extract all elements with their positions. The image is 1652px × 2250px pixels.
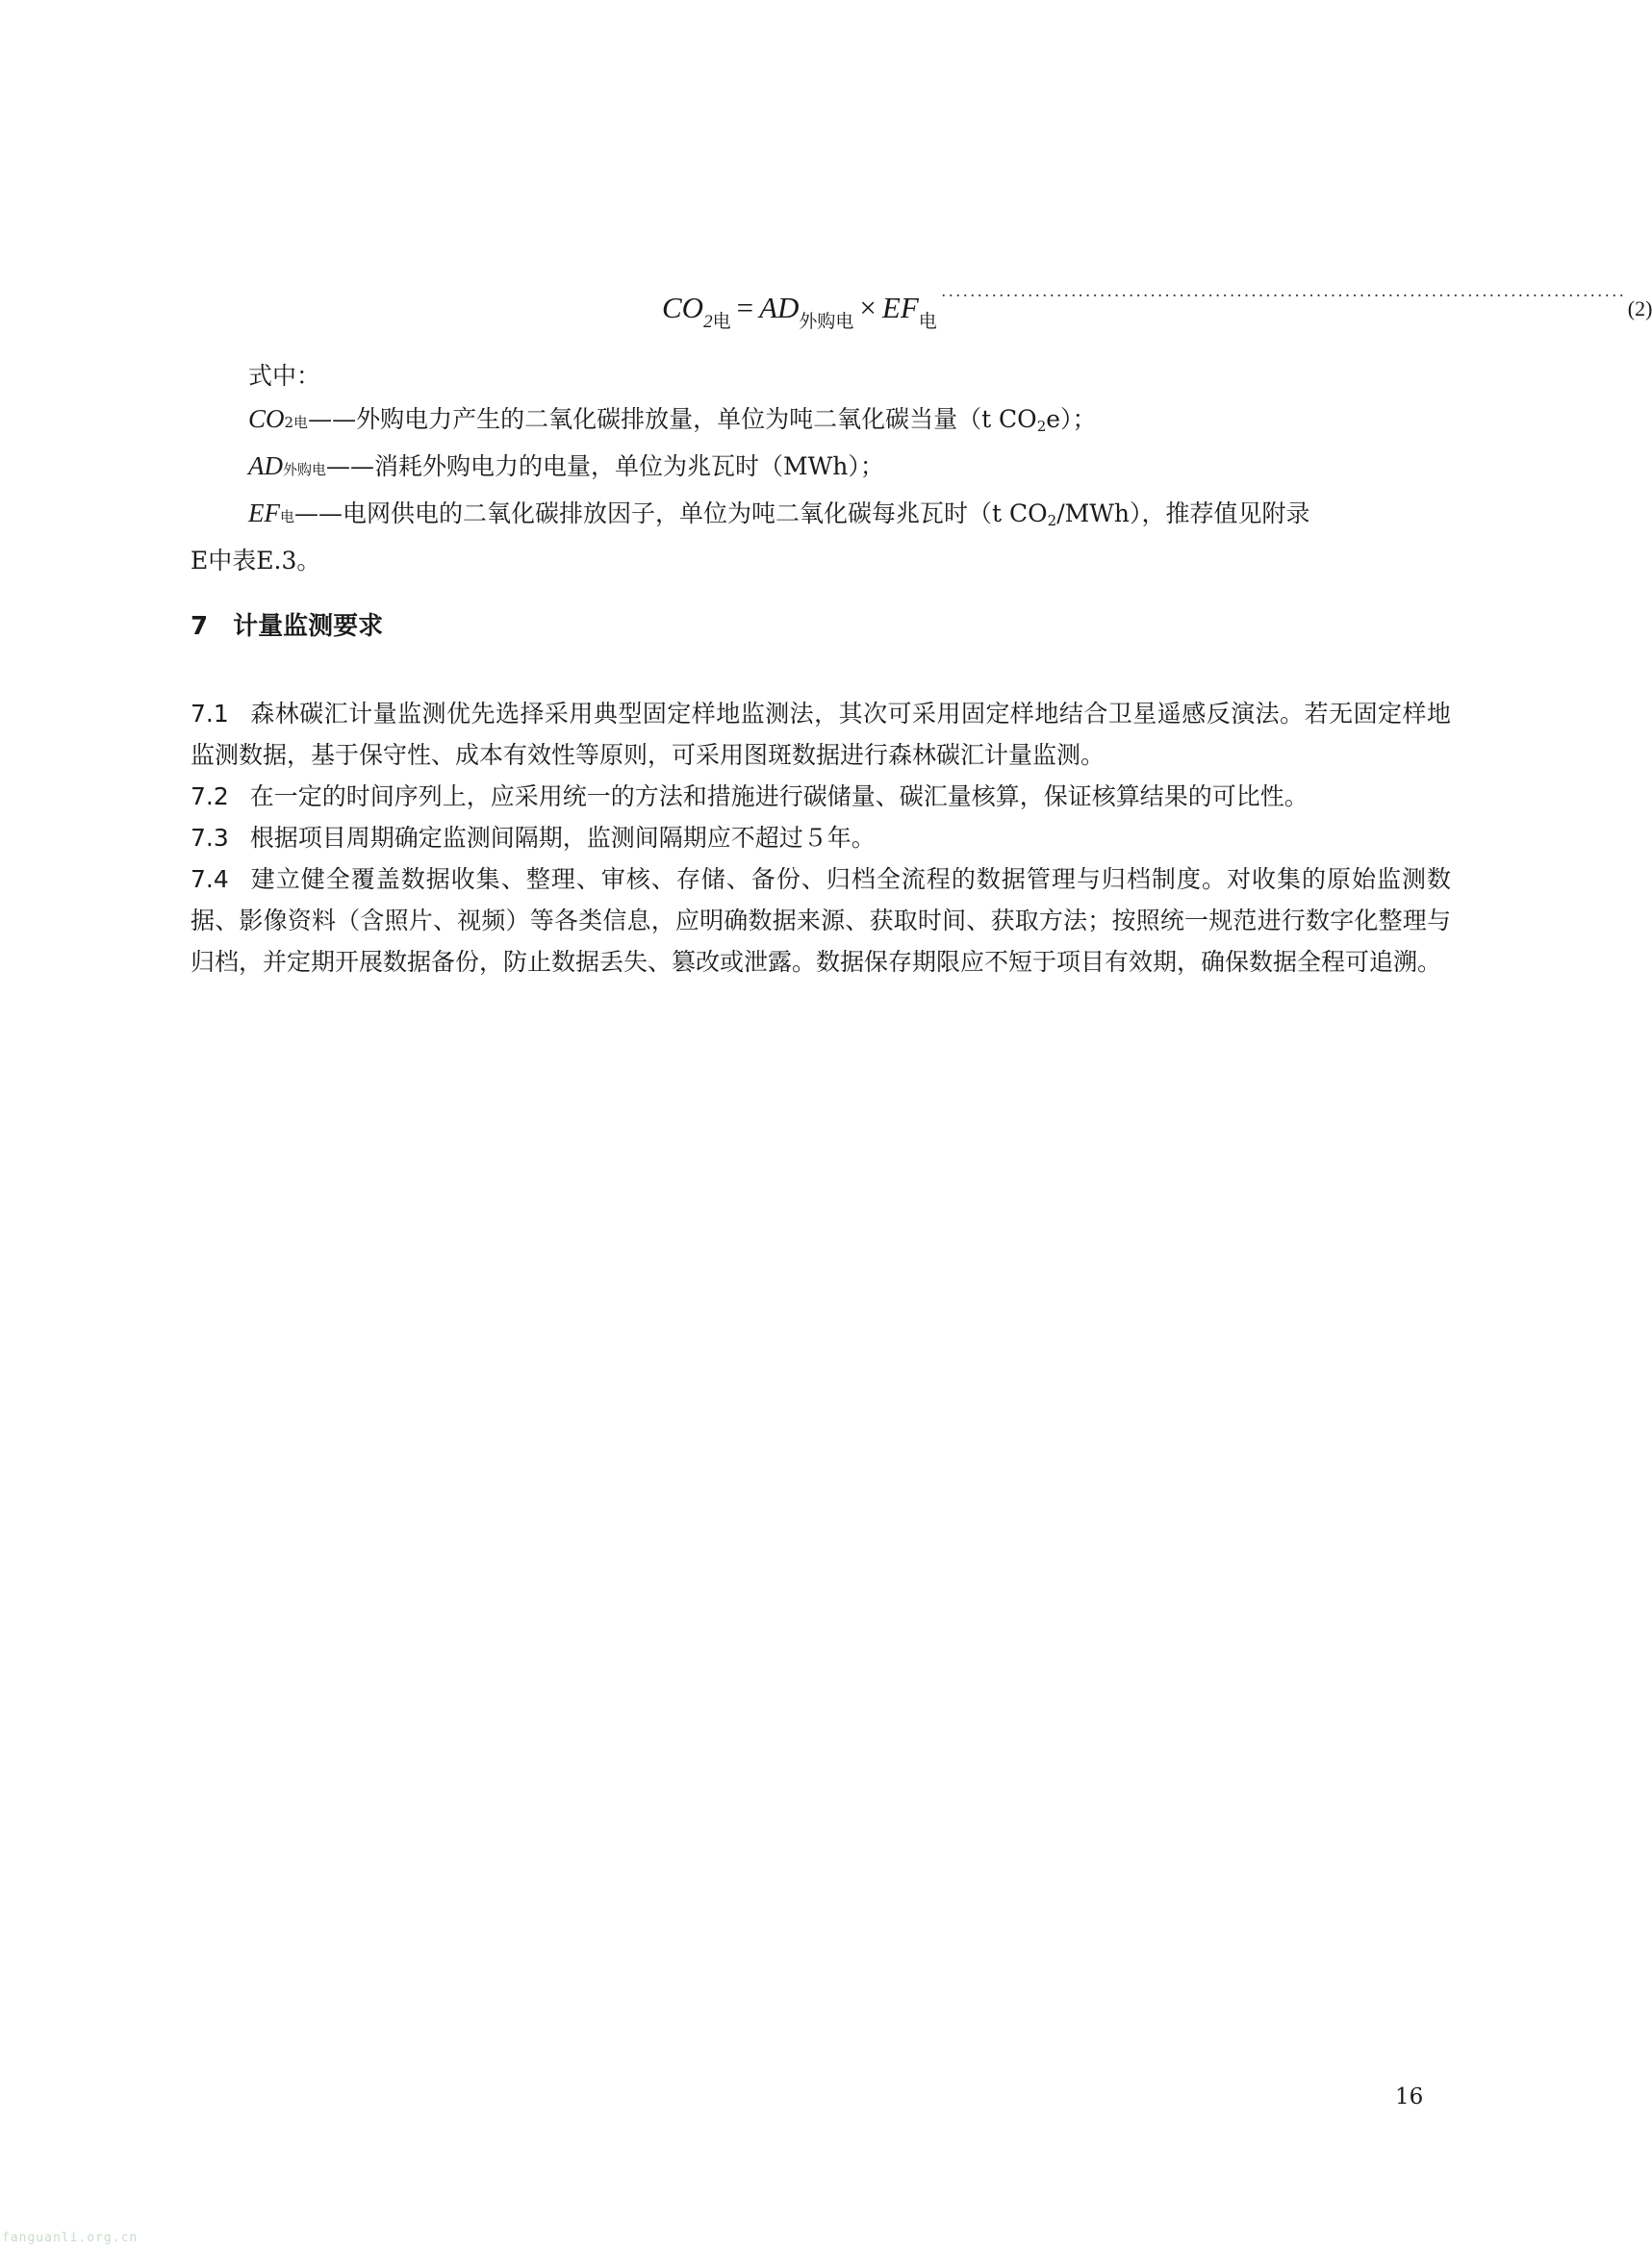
definition-ef-text-end: /MWh），推荐值见附录: [1056, 499, 1310, 527]
equation-2: [662, 275, 1652, 332]
clause-number: 7.2: [191, 782, 229, 810]
clause-text: 建立健全覆盖数据收集、整理、审核、存储、备份、归档全流程的数据管理与归档制度。对收集的原始监测数据、影像资料（含照片、视频）等各类信息，应明确数据来源、获取时间、获取方法；按照统一规范进行数字化整理与归档，并定期开展数据备份，防止数据丢失、篡改或泄露。数据保存期限应不短于项目有效期，确保数据全程可追溯。: [191, 865, 1451, 976]
definition-ad-subscript: 外购电: [283, 461, 327, 478]
clause-number: 7.1: [191, 700, 229, 728]
equation-co2-subscript: 2电: [703, 312, 731, 332]
page-number: 16: [1395, 2084, 1424, 2109]
definition-co2: [191, 397, 1451, 445]
where-intro: 式中：: [248, 362, 321, 390]
definition-co2-text: ——外购电力产生的二氧化碳排放量，单位为吨二氧化碳当量（t CO: [308, 405, 1037, 433]
definition-ef-text: ——电网供电的二氧化碳排放因子，单位为吨二氧化碳每兆瓦时（t CO: [294, 499, 1048, 527]
clause-7-2: [191, 776, 1451, 817]
equation-co2-symbol: CO: [662, 291, 704, 324]
clause-text: 根据项目周期确定监测间隔期，监测间隔期应不超过５年。: [249, 824, 876, 852]
definition-ad-symbol: AD: [248, 451, 283, 480]
definition-ef-continuation: E中表E.3。: [191, 547, 321, 575]
definition-co2-unit-subscript: 2: [1036, 418, 1047, 435]
clause-text: 在一定的时间序列上，应采用统一的方法和措施进行碳储量、碳汇量核算，保证核算结果的可比性。: [249, 782, 1309, 810]
equation-ad-subscript: 外购电: [799, 312, 854, 332]
symbol-definitions: [191, 354, 1451, 582]
clause-7-3: [191, 817, 1451, 858]
definition-ef-symbol: EF: [248, 499, 280, 527]
clause-7-4: [191, 858, 1451, 983]
definition-ef-subscript: 电: [280, 508, 295, 525]
clause-text: 森林碳汇计量监测优先选择采用典型固定样地监测法，其次可采用固定样地结合卫星遥感反演法。若无固定样地监测数据，基于保守性、成本有效性等原则，可采用图斑数据进行森林碳汇计量监测。: [191, 700, 1451, 769]
definition-co2-subscript: 2电: [284, 414, 309, 431]
definition-ad: [191, 445, 1451, 492]
clause-number: 7.3: [191, 824, 229, 852]
definition-co2-symbol: CO: [248, 404, 285, 433]
clause-7-1: [191, 693, 1451, 776]
definition-co2-text-end: e）；: [1046, 405, 1097, 433]
section-number: 7: [191, 612, 209, 641]
clause-number: 7.4: [191, 865, 229, 893]
equation-ef-subscript: 电: [918, 312, 937, 332]
equation-ad-symbol: AD: [759, 291, 800, 324]
clause-list: [191, 693, 1451, 983]
definition-ad-text: ——消耗外购电力的电量，单位为兆瓦时（MWh）；: [326, 452, 884, 480]
equation-times: ×: [859, 291, 877, 324]
equation-number: (2): [1627, 296, 1652, 320]
equation-equals: =: [736, 291, 754, 324]
equation-ef-symbol: EF: [881, 291, 919, 324]
watermark: fanguanli.org.cn: [2, 2231, 139, 2245]
equation-dot-leader: ·······························································································: [940, 286, 1626, 305]
definition-ef: [191, 492, 1451, 539]
definition-ef-unit-subscript: 2: [1047, 512, 1057, 529]
section-heading: [191, 606, 383, 642]
section-title: 计量监测要求: [233, 612, 384, 641]
